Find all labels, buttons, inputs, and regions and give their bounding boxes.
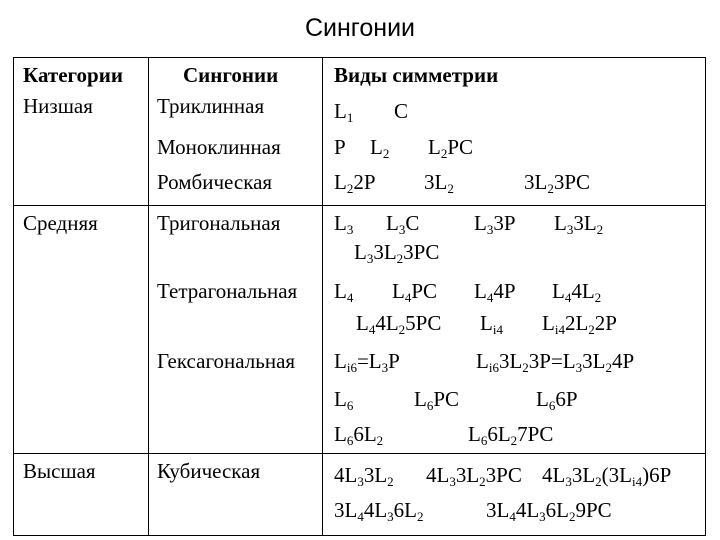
header-category: Категории [23,63,123,87]
formula: $L_{i4}2L_22P$ [542,311,617,337]
syngony-rhombic: Ромбическая [157,170,273,194]
formula: $L_33L_23PC$ [354,240,440,266]
page-title: Сингонии [304,14,416,42]
formula: $L_3C$ [386,211,420,237]
formula: $L_44L_25PC$ [356,311,442,337]
category-low: Низшая [23,94,93,118]
formula: $L_22P$ [334,170,376,196]
formula: $L_66P$ [536,387,578,413]
column-divider [322,58,323,535]
formula: $L_{i6}3L_23P=L_33L_24P$ [476,349,635,375]
column-divider [148,58,149,535]
formula: $L_2PC$ [428,135,474,161]
formula: $3L_2$ [424,170,454,196]
formula: $3L_44L_36L_2$ [334,498,424,524]
formula: $L_{i6}=L_3P$ [334,349,400,375]
formula: $L_66L_27PC$ [468,422,554,448]
syngony-tetragonal: Тетрагональная [157,279,298,303]
category-medium: Средняя [23,211,98,235]
row-divider [14,453,705,454]
formula: $4L_33L_2(3L_{i4})6P$ [542,463,672,489]
formula: $4L_33L_2$ [334,463,394,489]
formula: $L_4$ [334,279,354,305]
formula: $L_44P$ [474,279,516,305]
row-divider [14,205,705,206]
header-syngony: Сингонии [183,63,279,87]
formula: $L_44L_2$ [552,279,602,305]
syngony-table [13,57,706,536]
formula: $L_6PC$ [414,387,460,413]
formula: $L_1$ [334,99,354,125]
formula: $L_66L_2$ [334,422,384,448]
header-symmetry: Виды симметрии [334,63,499,87]
syngony-hexagonal: Гексагональная [157,349,296,373]
formula: $3L_44L_36L_29PC$ [486,498,612,524]
formula: $L_6$ [334,387,354,413]
formula: $L_33P$ [474,211,516,237]
formula: $L_33L_2$ [554,211,604,237]
formula: $L_4PC$ [392,279,438,305]
formula: $4L_33L_23PC$ [426,463,522,489]
formula: P [334,135,346,159]
formula: $L_2$ [370,135,390,161]
syngony-monoclinic: Моноклинная [157,135,281,159]
formula: C [394,99,409,123]
syngony-cubic: Кубическая [157,459,261,483]
formula: $L_{i4}$ [480,311,503,337]
syngony-trigonal: Тригональная [157,211,281,235]
formula: $3L_23PC$ [524,170,591,196]
formula: $L_3$ [334,211,354,237]
category-high: Высшая [23,459,96,483]
syngony-triclinic: Триклинная [157,94,265,118]
